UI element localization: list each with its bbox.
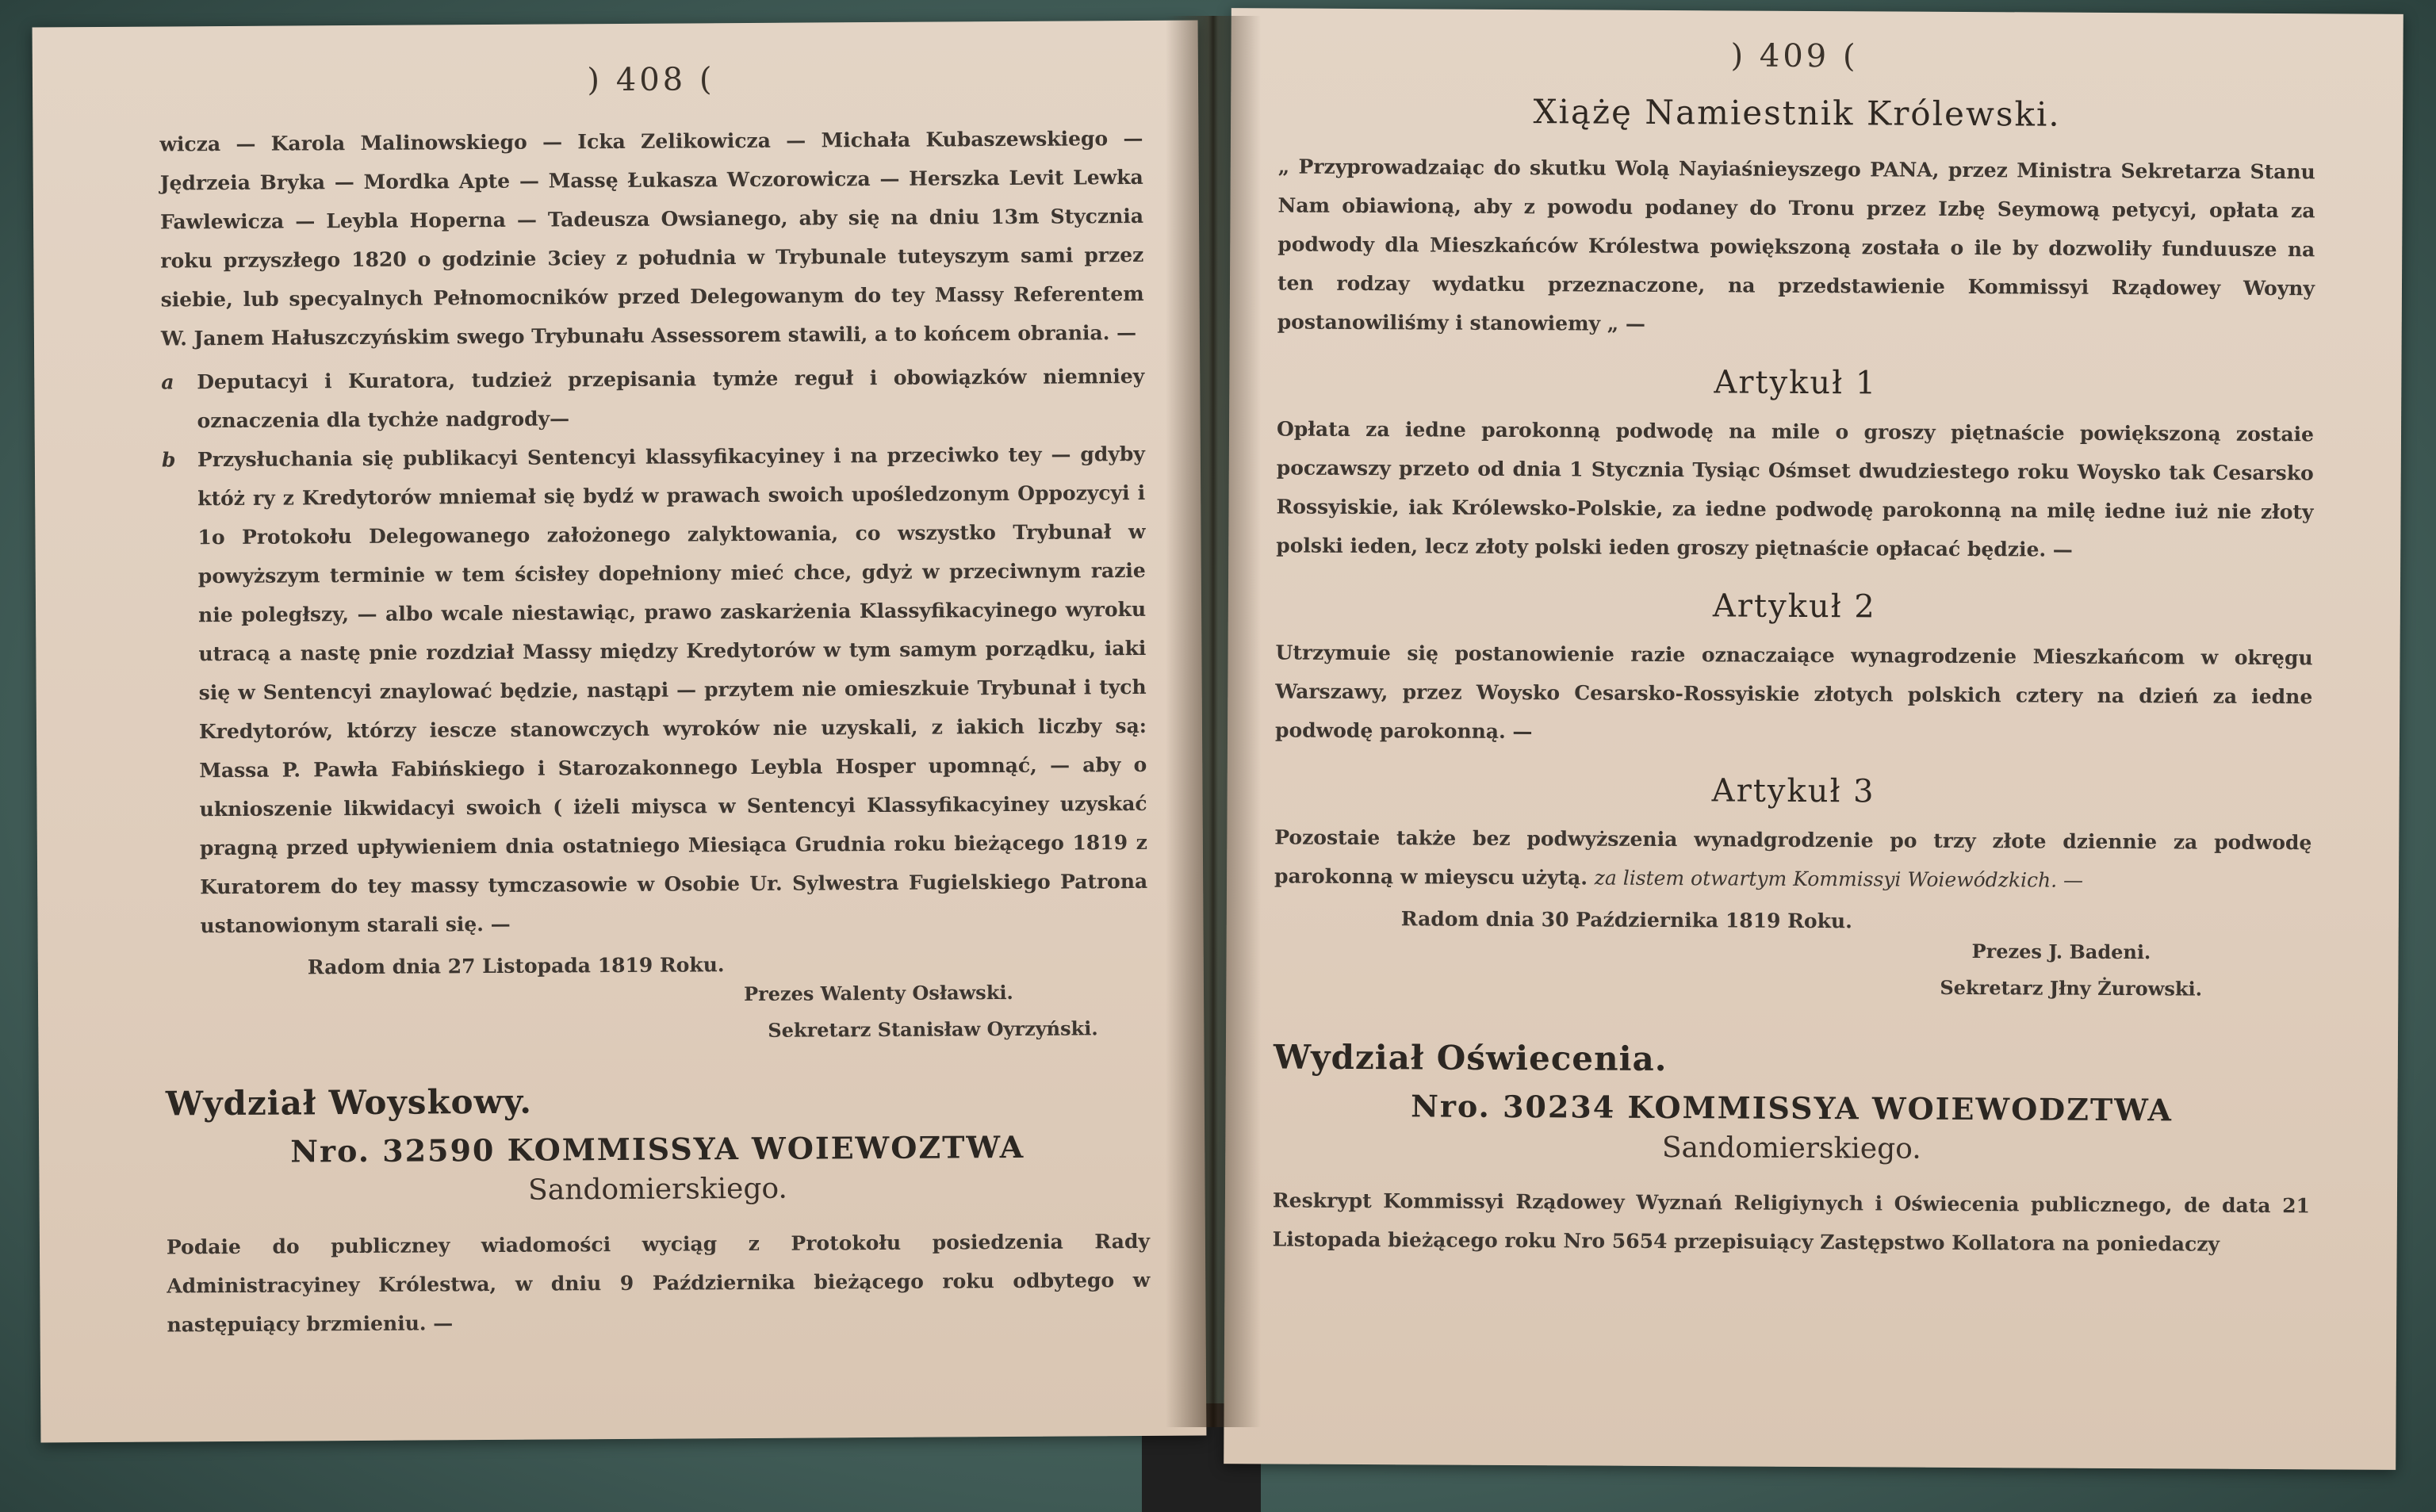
- page-number: ) 408 (: [587, 61, 715, 99]
- section-heading: Wydział Woyskowy.: [165, 1081, 533, 1123]
- notice-number-line: Nro. 32590 KOMMISSYA WOIEWOZTWA: [290, 1128, 1025, 1169]
- item-label: b: [161, 448, 176, 472]
- signature-secretary: Sekretarz Stanisław Oyrzyński.: [768, 1016, 1098, 1042]
- article-2-title: Artykuł 2: [1712, 588, 1876, 626]
- signature-president: Prezes Walenty Osławski.: [743, 980, 1013, 1006]
- article-2-text: Utrzymuie się postanowienie razie oznaczaiące wynagrodzenie Mieszkańcom w okręgu Warszawy, przez Woysko Cesarsko-Rossyiskie złotych polskich cztery na dzień za iedne podwodę parokonną. —: [1274, 641, 2313, 744]
- notice-number-line: Nro. 30234 KOMMISSYA WOIEWODZTWA: [1411, 1088, 2174, 1128]
- paragraph: wicza — Karola Malinowskiego — Icka Zelikowicza — Michała Kubaszewskiego — Jędrzeia Bryka — Mordka Apte — Massę Łukasza Wczorowicza — Herszka Levit Lewka Fawlewicza — Leybla Hoperna — Tadeusza Owsianego, aby się na dniu 13m Stycznia roku przyszłego 1820 o godzinie 3ciey z południa w Trybunale tuteyszym sami przez siebie, lub specyalnych Pełnomocników przed Delegowanym do tey Massy Referentem W. Janem Hałuszczyńskim swego Trybunału Assessorem stawili, a to końcem obrania. —: [159, 126, 1144, 350]
- intro-paragraph: „ Przyprowadzaiąc do skutku Wolą Nayiaśnieyszego PANA, przez Ministra Sekretarza Stanu Nam obiawioną, aby z powodu podaney do Tronu przez Izbę Seymową petycyi, opłata za podwody dla Mieszkańców Królestwa powiększoną została o ile by dozwoliły funduusze na ten rodzay wydatku przeznaczone, na przedstawienie Kommissyi Rządowey Woyny postanowiliśmy i stanowiemy „ —: [1277, 155, 2315, 335]
- final-paragraph: Reskrypt Kommissyi Rządowey Wyznań Religiynych i Oświecenia publicznego, de data 21 Listopada bieżącego roku Nro 5654 przepisuiący Zastępstwo Kollatora na poniedaczy: [1272, 1189, 2311, 1256]
- item-text: Przysłuchania się publikacyi Sentencyi klassyfikacyiney i na przeciwko tey — gdyby któż ry z Kredytorów mniemał się bydź w prawach swoich upośledzonym Oppozycyi i 1o Protokołu Delegowanego założonego zalyktowania, co wszystko Trybunał w powyższym terminie w tem ścisłey dopełniony mieć chce, gdyż w przeciwnym razie nie poległszy, — albo wcale niestawiąc, prawo zaskarżenia Klassyfikacyinego wyroku utracą a nastę pnie rozdział Massy między Kredytorów w tym samym porządku, iaki się w Sentencyi znaylować będzie, nastąpi — przytem nie omieszkuie Trybunał i tych Kredytorów, którzy iescze stanowczych wyroków nie uzyskali, z iakich liczby są: Massa P. Pawła Fabińskiego i Starozakonnego Leybla Hosper upomnąć, — aby o uknioszenie likwidacyi swoich ( iżeli miysca w Sentencyi Klassyfikacyiney uzyskać pragną przed upływieniem dnia ostatniego Miesiąca Grudnia roku bieżącego 1819 z Kuratorem do tey massy tymczasowie w Osobie Ur. Sylwestra Fugielskiego Patrona ustanowionym starali się. —: [197, 442, 1148, 938]
- book-gutter: [1166, 16, 1261, 1427]
- article-3-title: Artykuł 3: [1711, 772, 1875, 810]
- dateline: Radom dnia 30 Października 1819 Roku.: [1400, 907, 1852, 933]
- section-heading: Wydział Oświecenia.: [1273, 1037, 1668, 1079]
- item-text: Deputacyi i Kuratora, tudzież przepisania tymże reguł i obowiązków niemniey oznaczenia dla tychże nadgrody—: [197, 364, 1145, 433]
- dateline: Radom dnia 27 Listopada 1819 Roku.: [307, 953, 725, 979]
- article-1-text: Opłata za iedne parokonną podwodę na mile o groszy piętnaście powiększoną zostaie poczawszy przeto od dnia 1 Stycznia Tysiąc Ośmset dwudziestego roku Woysko tak Cesarsko Rossyiskie, iak Królewsko-Polskie, za iedne podwodę parokonną na milę iedne iuż nie złoty polski ieden, lecz złoty polski ieden groszy piętnaście opłacać będzie. —: [1276, 417, 2315, 561]
- right-page: [1224, 8, 2403, 1470]
- signature-president: Prezes J. Badeni.: [1971, 940, 2151, 964]
- decree-heading: Xiążę Namiestnik Królewski.: [1533, 92, 2061, 134]
- list-item-a: [161, 357, 1145, 441]
- page-number: ) 409 (: [1730, 37, 1859, 75]
- list-item-b: [162, 434, 1148, 946]
- notice-subtitle: Sandomierskiego.: [1661, 1131, 1921, 1166]
- left-page: [33, 21, 1207, 1443]
- article-3-main: Pozostaie także bez podwyższenia wynadgrodzenie po trzy złote dziennie za podwodę parokonną w mieyscu użytą.: [1274, 825, 2312, 890]
- article-3-italic-note: za listem otwartym Kommissyi Woiewódzkich. —: [1594, 866, 2084, 892]
- signature-secretary: Sekretarz Jłny Żurowski.: [1940, 975, 2203, 1001]
- item-label: a: [161, 370, 174, 394]
- article-1-title: Artykuł 1: [1714, 364, 1878, 402]
- article-3-text: [1274, 817, 2312, 901]
- final-paragraph: Podaie do publiczney wiadomości wyciąg z Protokołu posiedzenia Rady Administracyiney Królestwa, w dniu 9 Października bieżącego roku odbytego w następuiący brzmieniu. —: [166, 1229, 1151, 1337]
- notice-subtitle: Sandomierskiego.: [527, 1172, 788, 1207]
